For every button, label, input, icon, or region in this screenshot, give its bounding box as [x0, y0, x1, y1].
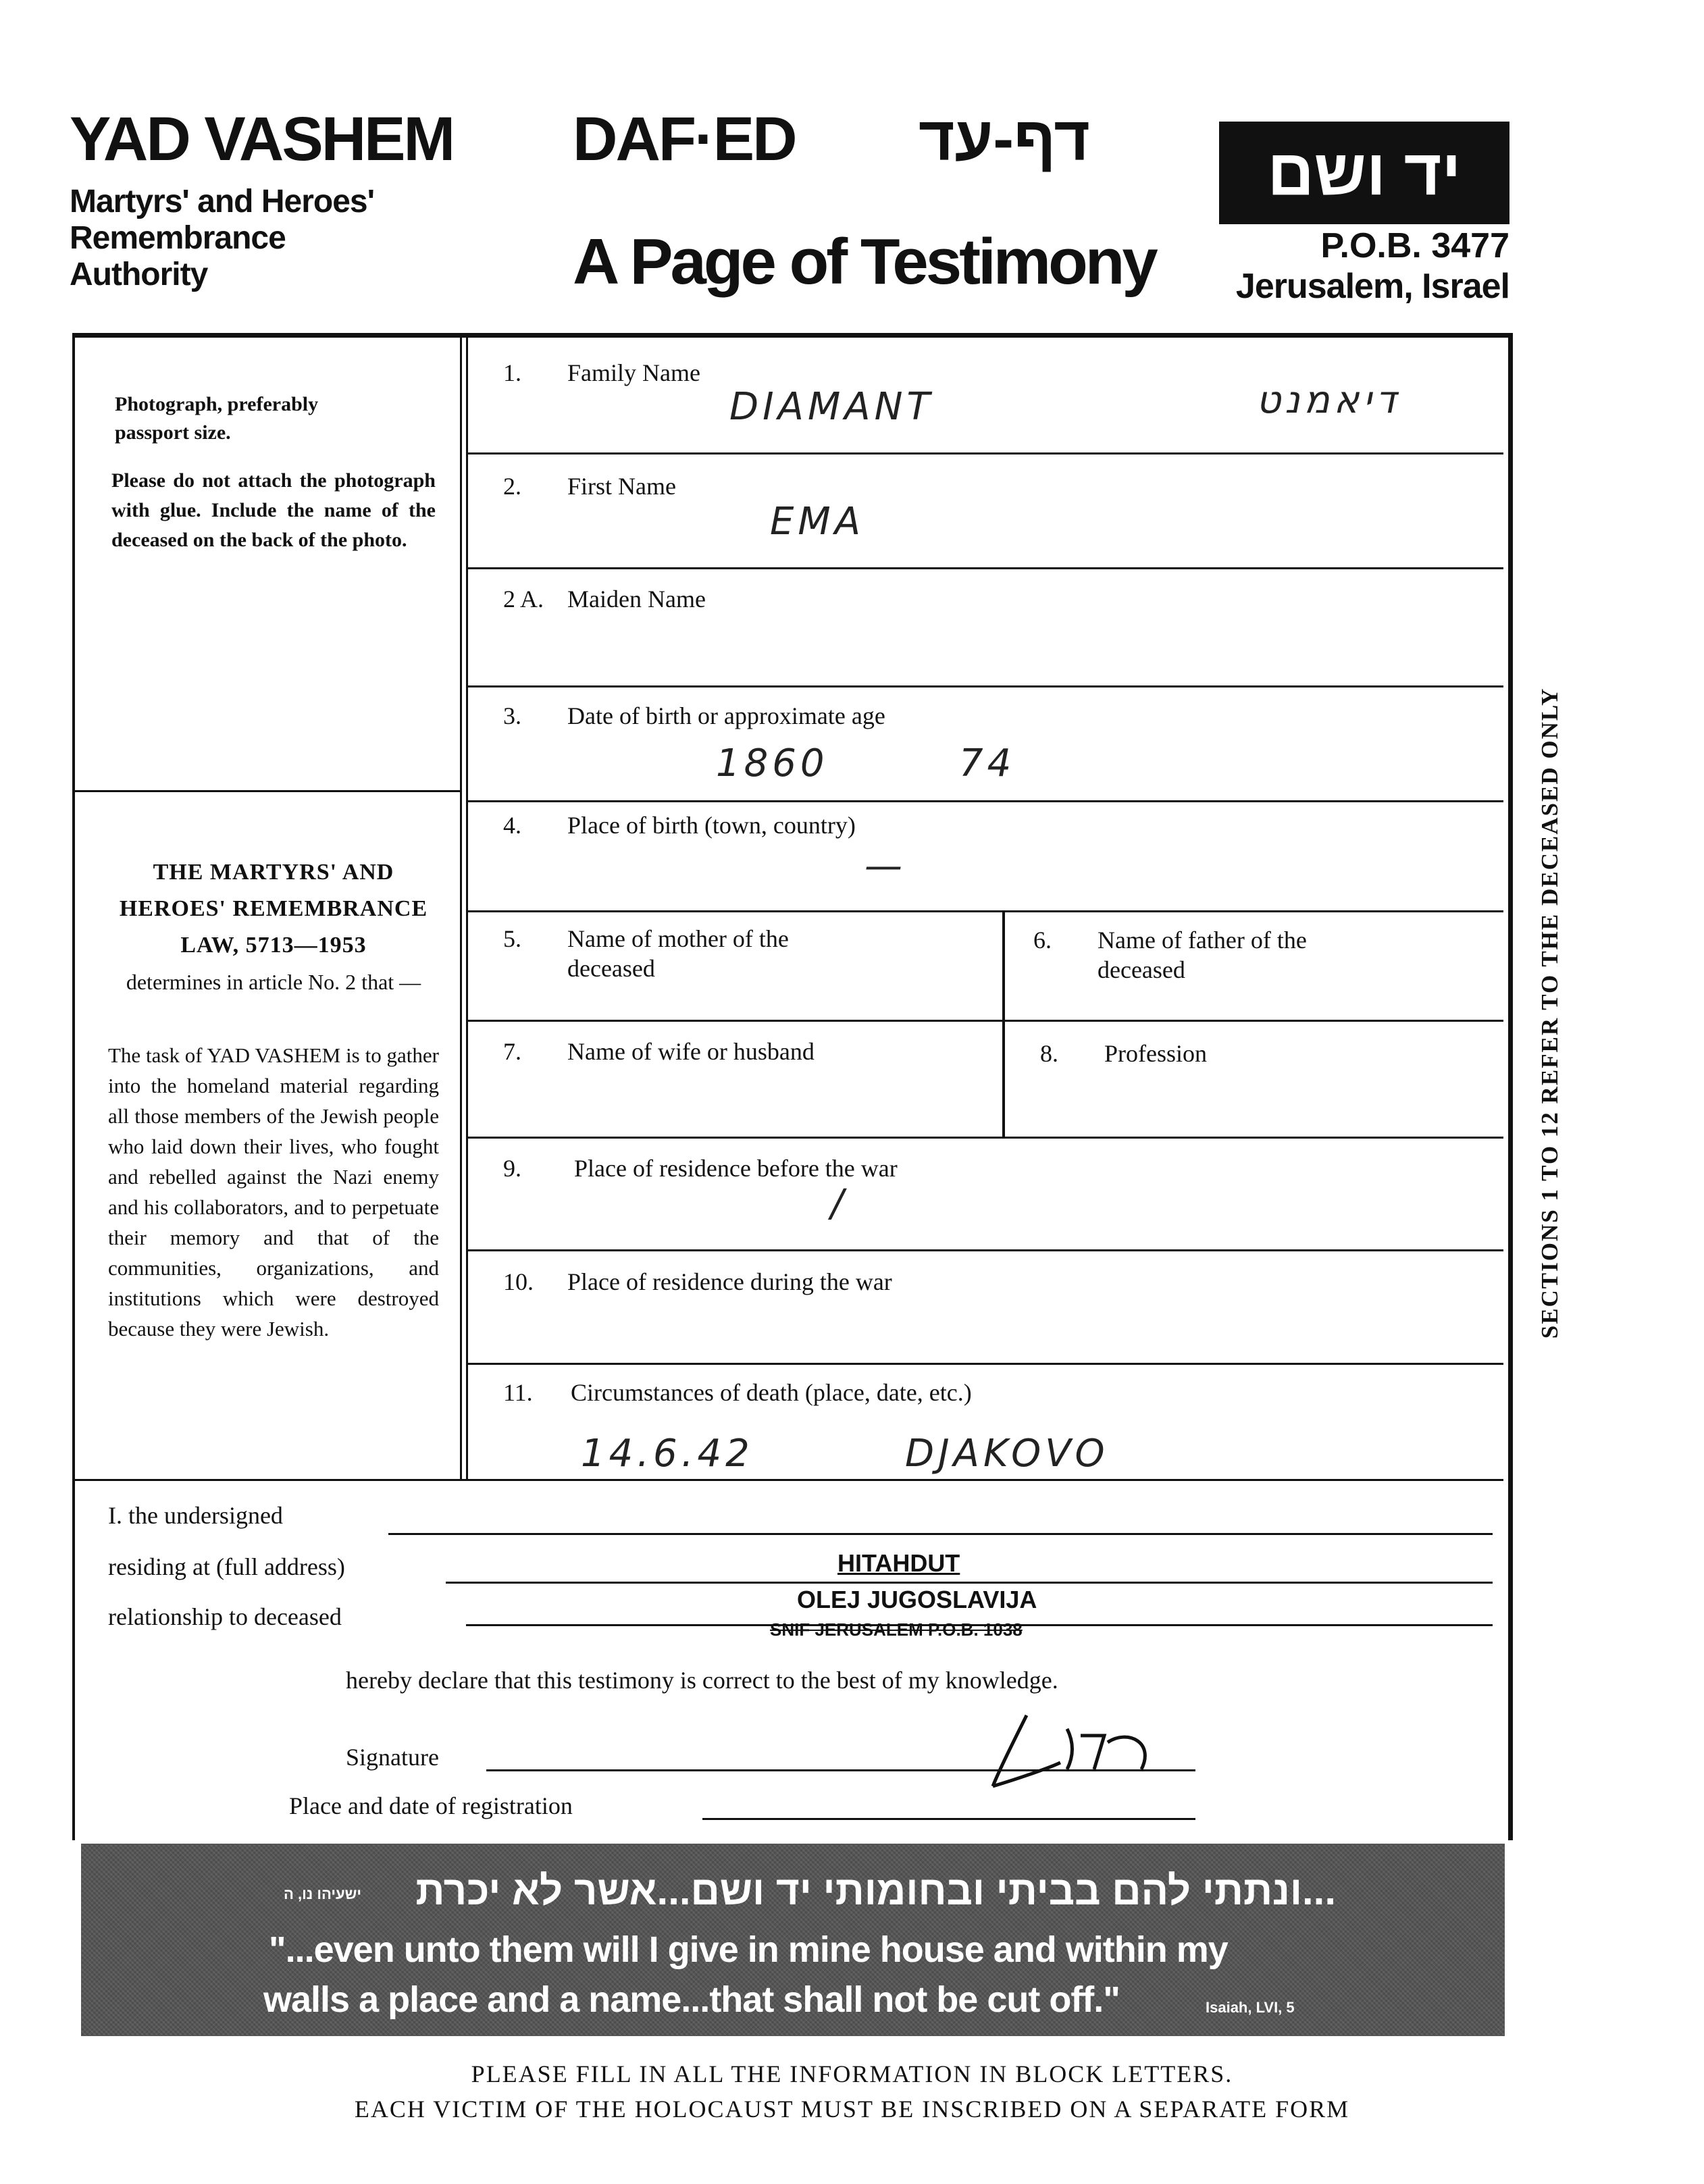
field-number: 6.	[1033, 927, 1052, 954]
row-separator	[466, 452, 1503, 454]
field-label: Place of birth (town, country)	[567, 812, 856, 839]
signature-label: Signature	[346, 1744, 439, 1771]
field-number: 8.	[1040, 1040, 1058, 1067]
org-subtitle	[70, 184, 374, 293]
field-label: Family Name	[567, 359, 700, 386]
side-note: SECTIONS 1 TO 12 REFER TO THE DECEASED ONLY	[1537, 687, 1563, 1339]
field-label: Place of residence before the war	[574, 1155, 898, 1182]
family-name-value: DIAMANT	[729, 385, 934, 429]
field-number: 2 A.	[503, 586, 544, 613]
field-number: 1.	[503, 359, 521, 386]
field-number: 3.	[503, 702, 521, 729]
row-separator	[466, 910, 1503, 912]
field-label-cont: deceased	[567, 955, 655, 982]
banner-hebrew-ref: ישעיהו נו, ה	[284, 1886, 361, 1902]
field-number: 10.	[503, 1268, 534, 1295]
footer-instruction: EACH VICTIM OF THE HOLOCAUST MUST BE INSCRIBED ON A SEPARATE FORM	[354, 2096, 1350, 2123]
law-text: The task of YAD VASHEM is to gather into the homeland material regarding all those members of the Jewish people who laid down their lives, who fought and rebelled against the Nazi enemy and his collaborators, and to perpetuate their memory and that of the communities, organizations, and institutions which were destroyed because they were Jewish.	[108, 1043, 439, 1341]
org-sub-line: Authority	[70, 257, 208, 292]
banner-english-line: walls a place and a name...that shall not be cut off."	[263, 1979, 1120, 2020]
field-label: Place of residence during the war	[567, 1268, 892, 1295]
city: Jerusalem, Israel	[1235, 267, 1509, 306]
row-separator	[466, 800, 1503, 802]
sidebar-divider	[460, 338, 462, 1479]
field-profession[interactable]	[1040, 1039, 1207, 1068]
field-birth[interactable]	[503, 701, 885, 731]
field-spouse[interactable]	[503, 1037, 815, 1066]
signature-scribble	[986, 1702, 1202, 1796]
field-label: Date of birth or approximate age	[567, 702, 885, 729]
death-date-value: 14.6.42	[581, 1432, 754, 1476]
death-place-value: DJAKOVO	[905, 1432, 1109, 1476]
field-residence-before[interactable]	[503, 1153, 898, 1183]
page-title: A Page of Testimony	[573, 226, 1156, 298]
field-label: Name of father of the	[1098, 927, 1307, 954]
field-birthplace[interactable]	[503, 810, 856, 840]
field-first-name[interactable]	[503, 471, 676, 501]
field-label-cont: deceased	[1098, 956, 1185, 983]
birthplace-value: —	[864, 844, 906, 888]
relationship-label: relationship to deceased	[108, 1603, 342, 1630]
footer-instruction: PLEASE FILL IN ALL THE INFORMATION IN BLOCK LETTERS.	[471, 2060, 1233, 2087]
first-name-value: EMA	[770, 500, 865, 544]
row-separator	[466, 685, 1503, 687]
yad-vashem-logo: יד ושם	[1219, 122, 1509, 224]
family-name-hebrew-value: דיאמנט	[1256, 378, 1401, 422]
field-death[interactable]	[503, 1378, 972, 1407]
stamp-line: HITAHDUT	[837, 1549, 960, 1577]
org-name: YAD VASHEM	[70, 105, 454, 174]
field-number: 5.	[503, 925, 521, 952]
field-label: First Name	[567, 473, 676, 500]
field-label: Profession	[1104, 1040, 1207, 1067]
daf-ed-hebrew-title: דף-עד	[919, 105, 1090, 174]
daf-ed-title: DAF·ED	[573, 105, 796, 174]
field-label: Maiden Name	[567, 586, 706, 613]
org-sub-line: Martyrs' and Heroes'	[70, 184, 374, 219]
sidebar-divider	[466, 338, 468, 1479]
po-box: P.O.B. 3477	[1320, 226, 1509, 265]
address-line[interactable]	[446, 1582, 1493, 1584]
banner-hebrew: ...ונתתי להם בביתי ובחומותי יד ושם...אשר לא יכרת	[415, 1868, 1336, 1913]
field-number: 11.	[503, 1379, 533, 1406]
sidebar-separator	[74, 790, 462, 792]
field-residence-during[interactable]	[503, 1267, 892, 1297]
row-separator	[74, 1479, 1503, 1481]
field-family-name[interactable]	[503, 358, 700, 388]
row-separator	[466, 567, 1503, 569]
field-number: 2.	[503, 473, 521, 500]
stamp-line: OLEJ JUGOSLAVIJA	[797, 1586, 1037, 1613]
stamp-line: SNIF JERUSALEM P.O.B. 1038	[770, 1619, 1023, 1640]
row-separator	[466, 1020, 1503, 1022]
place-date-line[interactable]	[702, 1818, 1195, 1820]
field-father[interactable]	[1033, 925, 1307, 985]
place-date-label: Place and date of registration	[289, 1792, 573, 1819]
declaration-statement: hereby declare that this testimony is correct to the best of my knowledge.	[346, 1667, 1058, 1694]
residence-before-value: /	[831, 1182, 848, 1226]
row-separator	[466, 1249, 1503, 1251]
age-value: 74	[959, 742, 1016, 785]
photo-instructions: Please do not attach the photograph with glue. Include the name of the deceased on the back of the photo.	[111, 469, 436, 551]
quote-banner	[81, 1844, 1505, 2036]
field-number: 9.	[503, 1155, 521, 1182]
org-sub-line: Remembrance	[70, 220, 286, 256]
field-label: Name of wife or husband	[567, 1038, 815, 1065]
column-divider	[1002, 912, 1005, 1138]
field-label: Name of mother of the	[567, 925, 789, 952]
field-maiden-name[interactable]	[503, 584, 706, 614]
banner-english-line: "...even unto them will I give in mine house and within my	[269, 1929, 1228, 1970]
birth-year-value: 1860	[716, 742, 829, 785]
field-label: Circumstances of death (place, date, etc.)	[571, 1379, 972, 1406]
field-mother[interactable]	[503, 924, 789, 983]
field-number: 4.	[503, 812, 521, 839]
row-separator	[466, 1137, 1503, 1139]
photo-title: Photograph, preferably passport size.	[115, 393, 319, 444]
undersigned-line[interactable]	[388, 1533, 1493, 1535]
field-number: 7.	[503, 1038, 521, 1065]
law-article: determines in article No. 2 that —	[126, 970, 421, 994]
law-title: THE MARTYRS' AND HEROES' REMEMBRANCE LAW, 5713—1953	[119, 860, 428, 958]
banner-english-ref: Isaiah, LVI, 5	[1206, 1999, 1295, 2016]
row-separator	[466, 1363, 1503, 1365]
undersigned-label: I. the undersigned	[108, 1502, 283, 1529]
address-label: residing at (full address)	[108, 1553, 345, 1580]
